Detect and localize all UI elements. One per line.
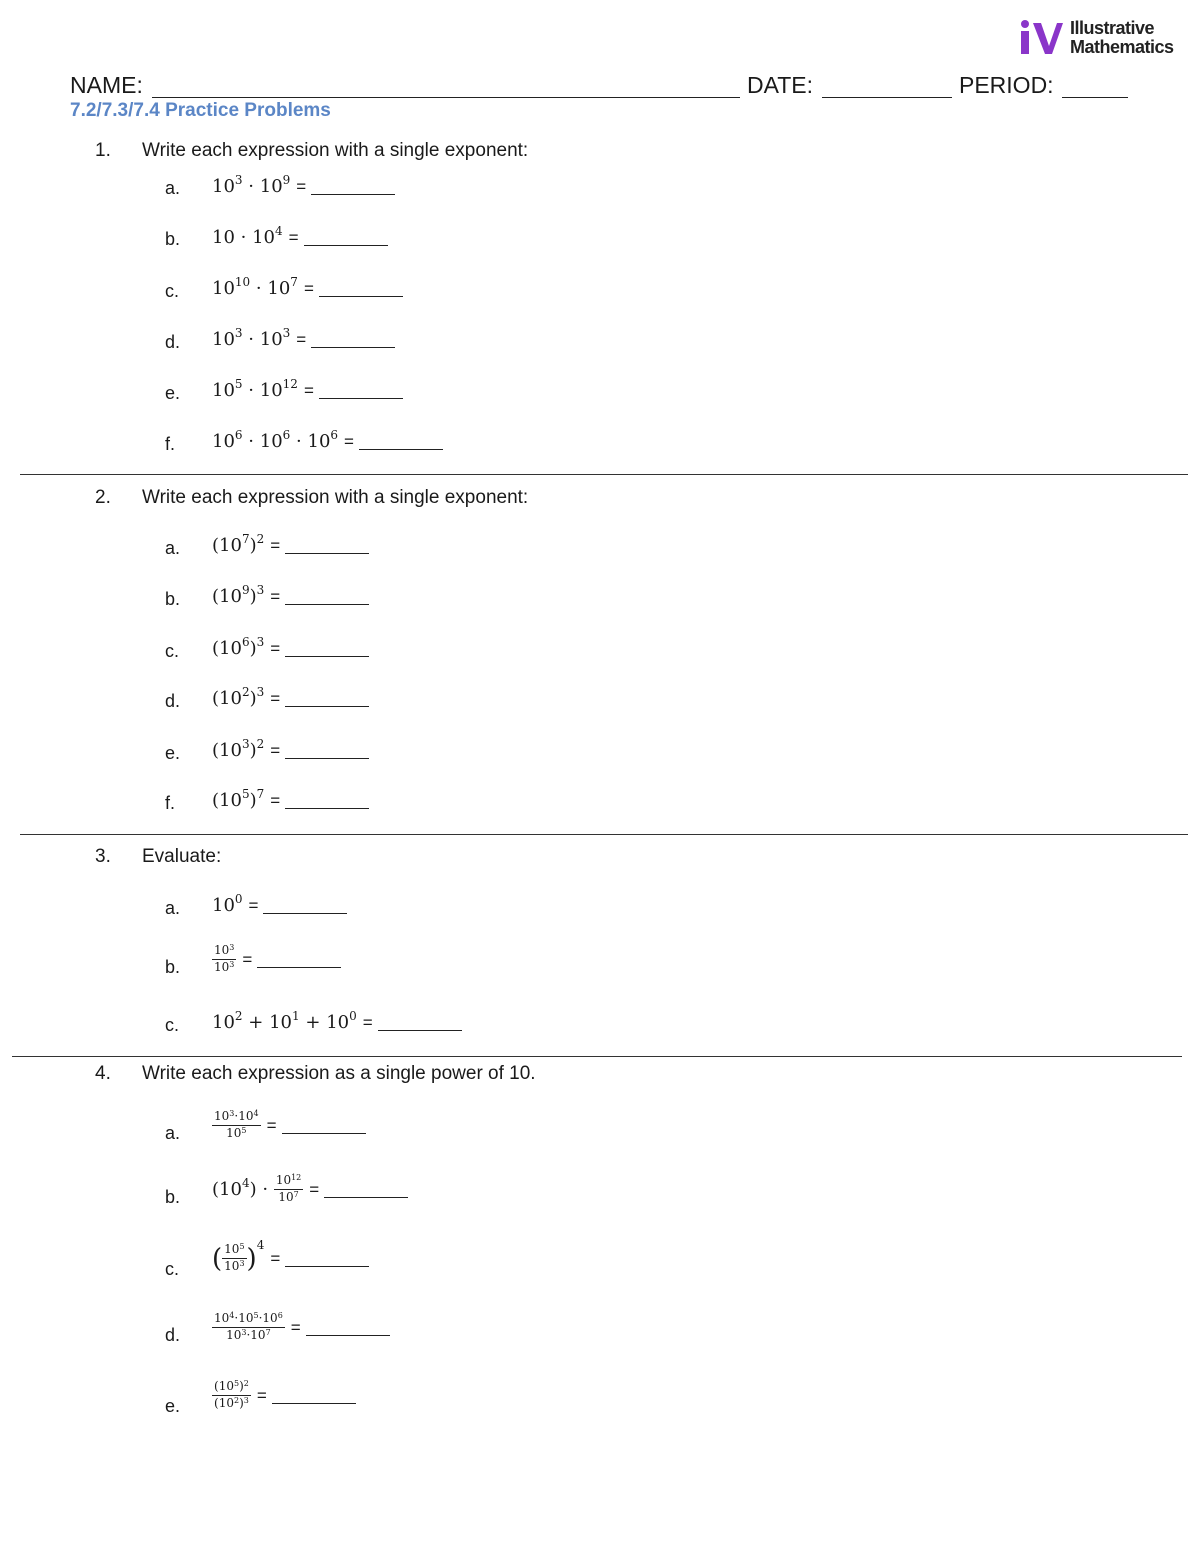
q4b-expression: ( 10 $^4$ ) · $\frac{10^{12}}{10^7}$ = [212,1174,408,1205]
q2f-answer-blank[interactable] [285,808,369,809]
q2e-letter: e. [165,743,181,763]
q4b-answer-blank[interactable] [324,1197,408,1198]
q2b-expression: ( 10 $^9$ ) $^3$ = [212,586,369,607]
q2b-letter: b. [165,589,181,609]
q2e-expression: ( 10 $^3$ ) $^2$ = [212,740,369,761]
q4a-letter: a. [165,1123,181,1143]
q4a-fraction: $\frac{10^3\cdot 10^4}{10^5}$ [214,1109,259,1140]
name-label: NAME: [70,72,143,98]
q2d-letter: d. [165,691,181,711]
q3a-letter: a. [165,898,181,918]
q1f-answer-blank[interactable] [359,449,443,450]
q4d-answer-blank[interactable] [306,1335,390,1336]
q2b-answer-blank[interactable] [285,604,369,605]
q4d-expression: $\frac{10^4\cdot 10^5\cdot 10^6}{10^3\cdot 10^7}$ = [212,1312,390,1343]
q3b-letter: b. [165,957,181,977]
q4d-fraction: $\frac{10^4\cdot 10^5\cdot 10^6}{10^3\cdot 10^7}$ [214,1311,283,1342]
q1f-expression: 10 $^6$ · 10 $^6$ · 10 $^6$ = [212,431,443,452]
q4c-answer-blank[interactable] [285,1266,369,1267]
q1-number: 1. [95,140,111,161]
q1f-letter: f. [165,434,176,454]
section-divider-3 [12,1056,1182,1057]
q4e-letter: e. [165,1396,181,1416]
q4b-fraction: $\frac{10^{12}}{10^7}$ [275,1173,302,1204]
section-divider-2 [20,834,1188,835]
q4d-letter: d. [165,1325,181,1345]
name-field-line[interactable] [152,97,740,98]
q3c-answer-blank[interactable] [378,1030,462,1031]
worksheet-title: 7.2/7.3/7.4 Practice Problems [70,100,331,121]
period-field-line[interactable] [1062,97,1128,98]
q2e-answer-blank[interactable] [285,758,369,759]
q1d-letter: d. [165,332,181,352]
q1a-letter: a. [165,178,181,198]
q1c-expression: 10 $^{10}$ · 10 $^7$ = [212,278,403,299]
q1b-answer-blank[interactable] [304,245,388,246]
q2c-answer-blank[interactable] [285,656,369,657]
q1e-letter: e. [165,383,181,403]
q4c-letter: c. [165,1259,180,1279]
q1e-expression: 10 $^5$ · 10 $^{12}$ = [212,380,403,401]
q4a-answer-blank[interactable] [282,1133,366,1134]
q1a-answer-blank[interactable] [311,194,395,195]
q2d-answer-blank[interactable] [285,706,369,707]
q3-number: 3. [95,846,111,867]
q3c-letter: c. [165,1015,180,1035]
q2d-expression: ( 10 $^2$ ) $^3$ = [212,688,369,709]
q4e-answer-blank[interactable] [272,1403,356,1404]
q4-prompt: Write each expression as a single power of 10. [142,1063,536,1084]
q1e-answer-blank[interactable] [319,398,403,399]
q2c-expression: ( 10 $^6$ ) $^3$ = [212,638,369,659]
q3b-expression: $\frac{10^3}{10^3}$ = [212,944,341,975]
q3a-answer-blank[interactable] [263,913,347,914]
q3-prompt: Evaluate: [142,846,222,867]
q4a-expression: $\frac{10^3\cdot 10^4}{10^5}$ = [212,1110,366,1141]
q1c-letter: c. [165,281,180,301]
q2c-letter: c. [165,641,180,661]
q4e-expression: $\frac{(10^5)^2}{(10^2)^3}$ = [212,1380,356,1411]
logo-wordmark: Illustrative Mathematics [1070,18,1174,57]
q1-prompt: Write each expression with a single exponent: [142,140,529,161]
q1a-expression: 10 $^3$ · 10 $^9$ = [212,176,395,197]
date-field-line[interactable] [822,97,952,98]
section-divider-1 [20,474,1188,475]
q1d-answer-blank[interactable] [311,347,395,348]
q2-prompt: Write each expression with a single exponent: [142,487,529,508]
q2-number: 2. [95,487,111,508]
q1c-answer-blank[interactable] [319,296,403,297]
q1d-expression: 10 $^3$ · 10 $^3$ = [212,329,395,350]
q1b-letter: b. [165,229,181,249]
q2f-letter: f. [165,793,176,813]
q2a-answer-blank[interactable] [285,553,369,554]
q4-number: 4. [95,1063,111,1084]
q1b-expression: 10 · 10 $^4$ = [212,227,388,248]
q3c-expression: 10 $^2$ + 10 $^1$ + 10 $^0$ = [212,1012,462,1033]
q2a-expression: ( 10 $^7$ ) $^2$ = [212,535,369,556]
q2a-letter: a. [165,538,181,558]
q4c-expression: ( $\frac{10^5}{10^3}$ ) $^4$ = [212,1243,369,1274]
period-label: PERIOD: [959,72,1054,98]
q3b-fraction: $\frac{10^3}{10^3}$ [214,943,235,974]
q4c-fraction: $\frac{10^5}{10^3}$ [224,1242,245,1273]
q4e-fraction: $\frac{(10^5)^2}{(10^2)^3}$ [214,1379,249,1410]
date-label: DATE: [747,72,814,98]
q4b-letter: b. [165,1187,181,1207]
q2f-expression: ( 10 $^5$ ) $^7$ = [212,790,369,811]
q3a-expression: 10 $^0$ = [212,895,347,916]
q3b-answer-blank[interactable] [257,967,341,968]
